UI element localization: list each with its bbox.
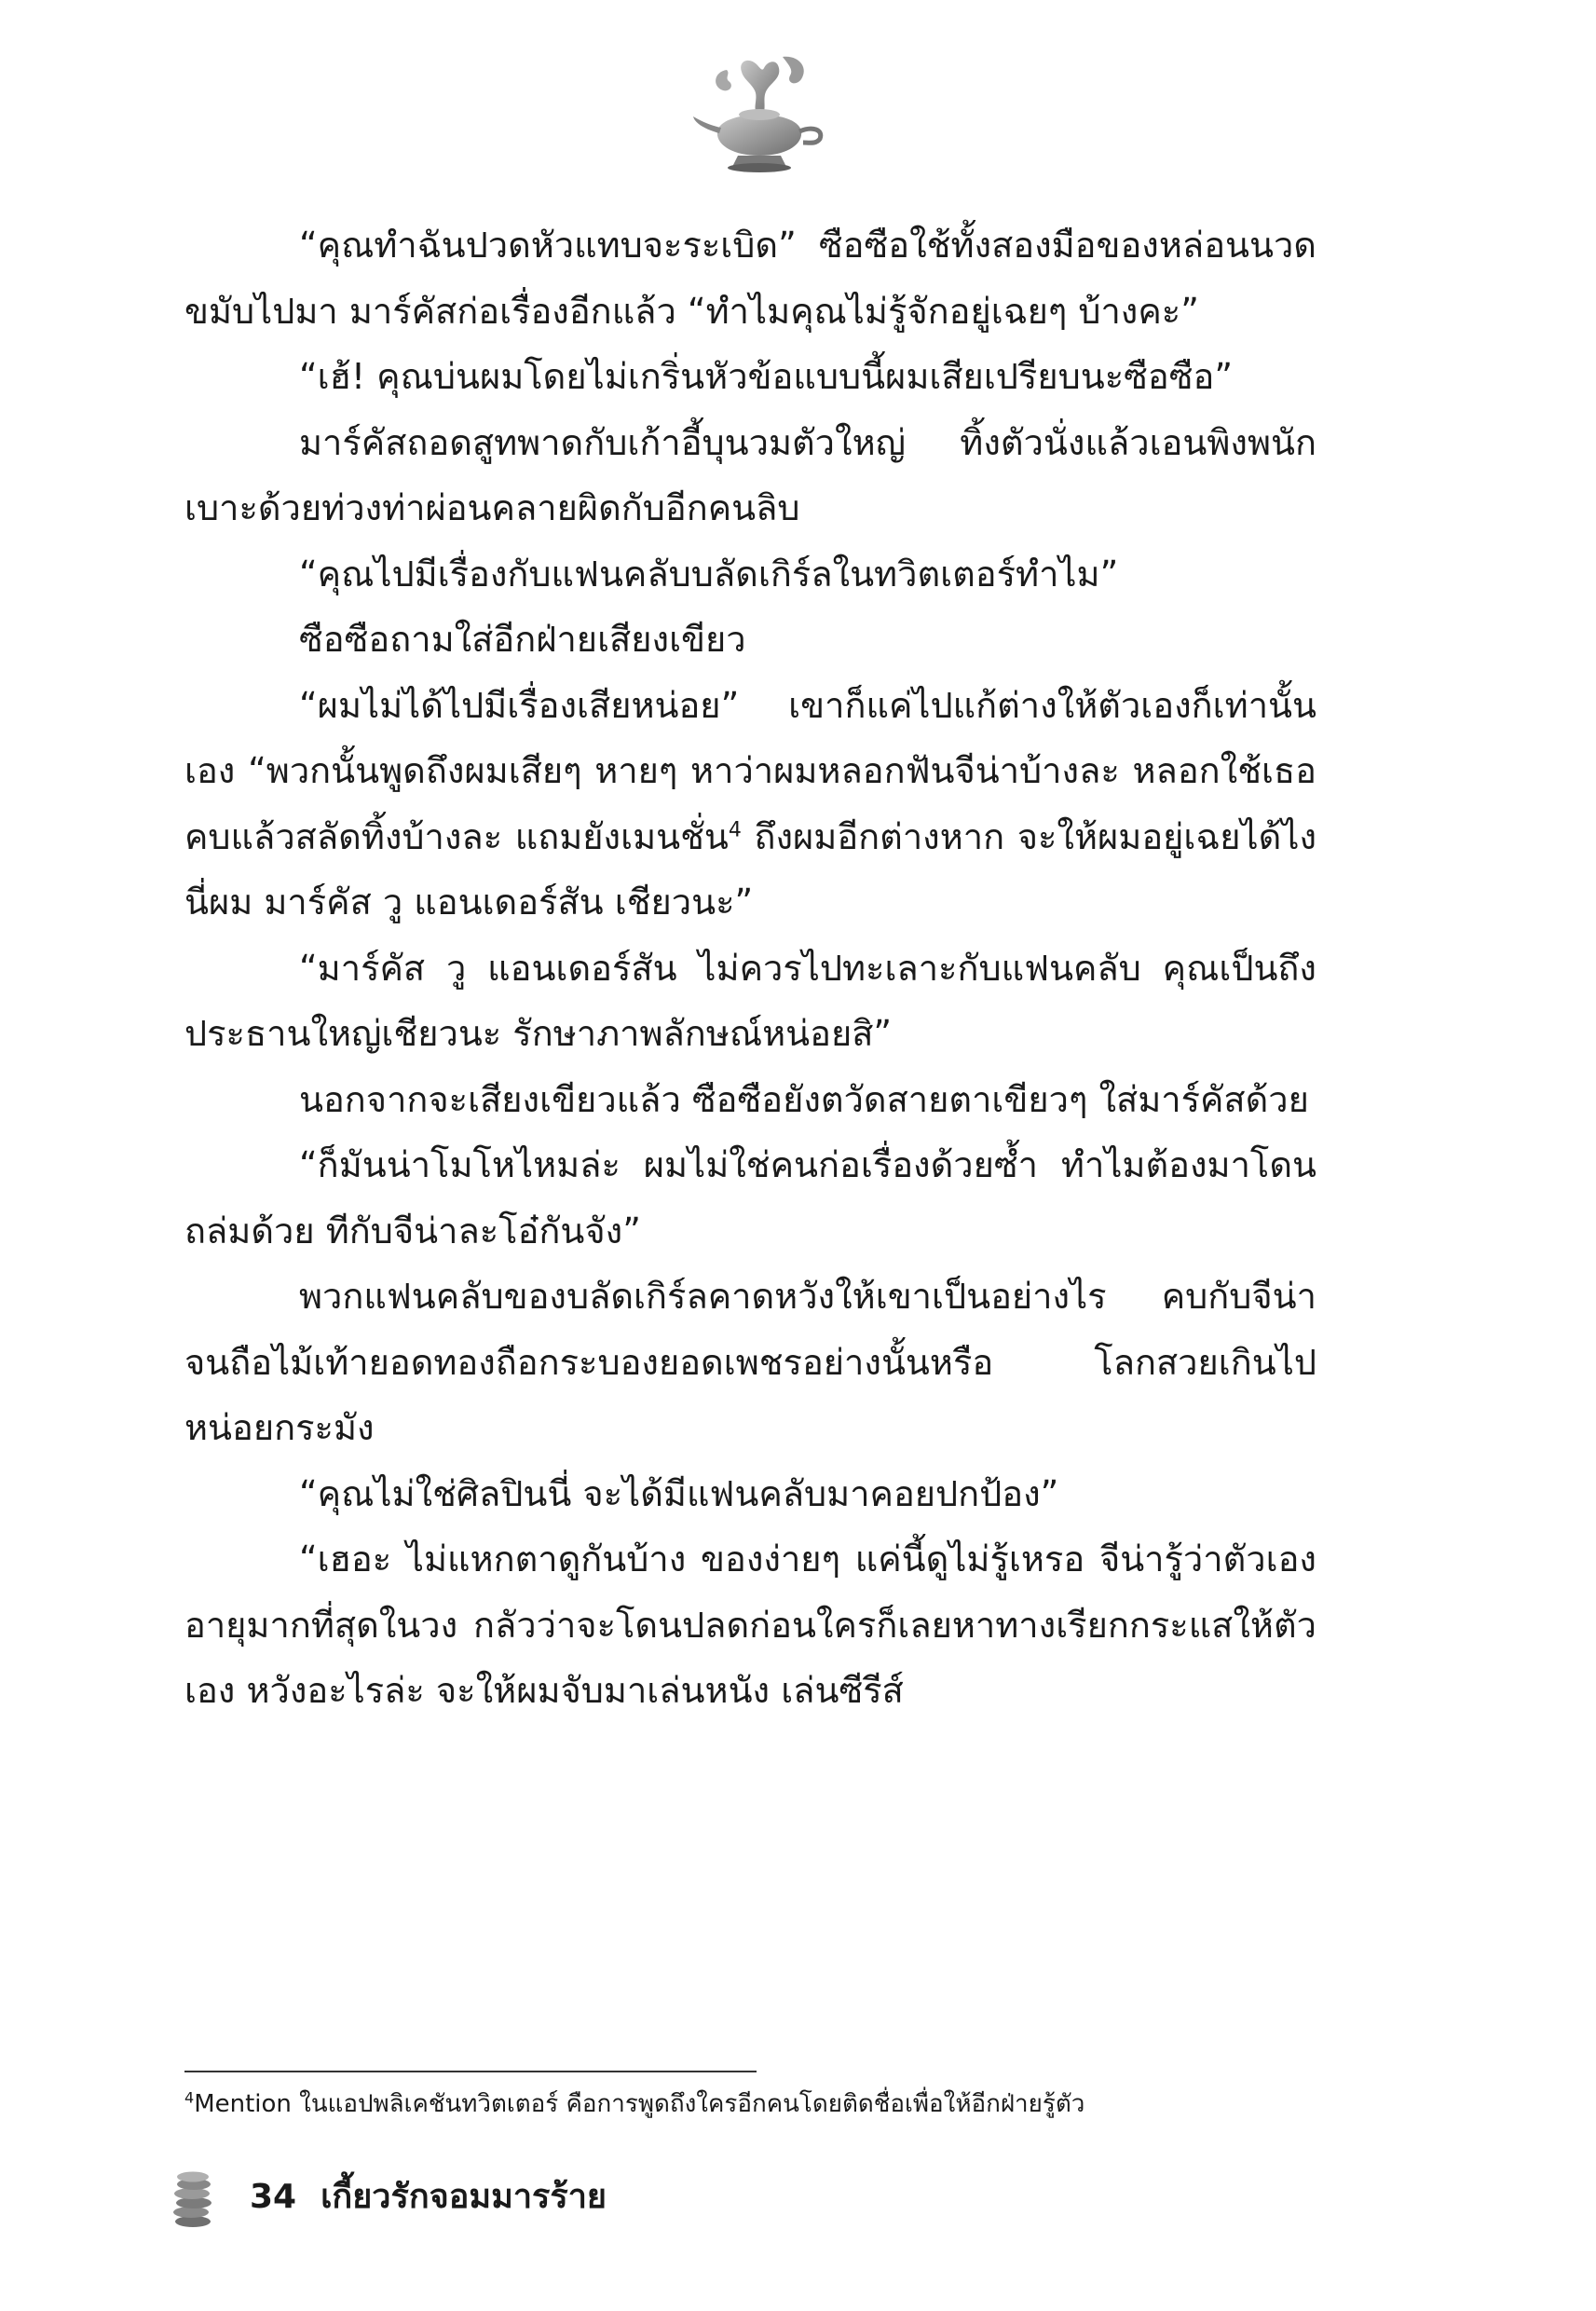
paragraph-text: “ผมไม่ได้ไปมีเรื่องเสียหน่อย” เขาก็แค่ไปแก้ต่างให้ตัวเองก็เท่านั้นเอง “พวกนั้นพูดถึงผมเสียๆ หายๆ หาว่าผมหลอกฟันจีน่าบ้างละ หลอกใช้เธอ คบแล้วสลัดทิ้งบ้างละ แถมยังเมนชั่น xyxy=(184,684,1316,857)
teapot-fairy-icon xyxy=(689,51,829,177)
paragraph: มาร์คัสถอดสูทพาดกับเก้าอี้บุนวมตัวใหญ่ ทิ้งตัวนั่งแล้วเอนพิงพนักเบาะด้วยท่วงท่าผ่อนคลายผิดกับอีกคนลิบ xyxy=(184,421,1316,528)
paragraph: “คุณทำฉันปวดหัวแทบจะระเบิด” ซือซือใช้ทั้งสองมือของหล่อนนวดขมับไปมา มาร์คัสก่อเรื่องอีกแล้ว “ทำไมคุณไม่รู้จักอยู่เฉยๆ บ้างคะ” xyxy=(184,225,1316,332)
page-footer xyxy=(250,2171,607,2223)
footnote-reference[interactable]: 4 xyxy=(728,817,742,841)
page-number: 34 xyxy=(250,2178,297,2216)
footnote xyxy=(184,2085,1316,2123)
paragraph: พวกแฟนคลับของบลัดเกิร์ลคาดหวังให้เขาเป็นอย่างไร คบกับจีน่าจนถือไม้เท้ายอดทองถือกระบองยอดเพชรอย่างนั้นหรือ โลกสวยเกินไปหน่อยกระมัง xyxy=(184,1276,1316,1448)
footnote-text: Mention ในแอปพลิเคชันทวิตเตอร์ คือการพูดถึงใครอีกคนโดยติดชื่อเพื่อให้อีกฝ่ายรู้ตัว xyxy=(194,2090,1085,2118)
coin-stack-icon xyxy=(172,2169,213,2229)
paragraph xyxy=(184,673,1316,936)
footnote-divider xyxy=(184,2071,757,2072)
paragraph: “เฮอะ ไม่แหกตาดูกันบ้าง ของง่ายๆ แค่นี้ดูไม่รู้เหรอ จีน่ารู้ว่าตัวเองอายุมากที่สุดในวง กลัวว่าจะโดนปลดก่อนใครก็เลยหาทางเรียกกระแสให้ตัวเอง หวังอะไรล่ะ จะให้ผมจับมาเล่นหนัง เล่นซีรีส์ xyxy=(184,1538,1316,1711)
paragraph: “ก็มันน่าโมโหไหมล่ะ ผมไม่ใช่คนก่อเรื่องด้วยซ้ำ ทำไมต้องมาโดนถล่มด้วย ทีกับจีน่าละโอ๋กันจัง” xyxy=(184,1144,1316,1251)
paragraph: “มาร์คัส วู แอนเดอร์สัน ไม่ควรไปทะเลาะกับแฟนคลับ คุณเป็นถึงประธานใหญ่เชียวนะ รักษาภาพลักษณ์หน่อยสิ” xyxy=(184,947,1316,1054)
paragraph: “คุณไปมีเรื่องกับแฟนคลับบลัดเกิร์ลในทวิตเตอร์ทำไม” xyxy=(299,553,1119,595)
paragraph: “เฮ้! คุณบ่นผมโดยไม่เกริ่นหัวข้อแบบนี้ผมเสียเปรียบนะซือซือ” xyxy=(299,356,1234,397)
paragraph: นอกจากจะเสียงเขียวแล้ว ซือซือยังตวัดสายตาเขียวๆ ใส่มาร์คัสด้วย xyxy=(299,1078,1309,1120)
paragraph-text: ถึงผมอีกต่างหาก จะให้ผมอยู่เฉยได้ไง นี่ผม มาร์คัส วู แอนเดอร์สัน เชียวนะ” xyxy=(184,815,1317,923)
paragraph: ซือซือถามใส่อีกฝ่ายเสียงเขียว xyxy=(299,619,746,660)
book-title: เกี้ยวรักจอมมารร้าย xyxy=(321,2178,607,2216)
footnote-mark: 4 xyxy=(184,2088,195,2107)
paragraph: “คุณไม่ใช่ศิลปินนี่ จะได้มีแฟนคลับมาคอยปกป้อง” xyxy=(299,1472,1059,1514)
body-text xyxy=(184,212,1316,1724)
